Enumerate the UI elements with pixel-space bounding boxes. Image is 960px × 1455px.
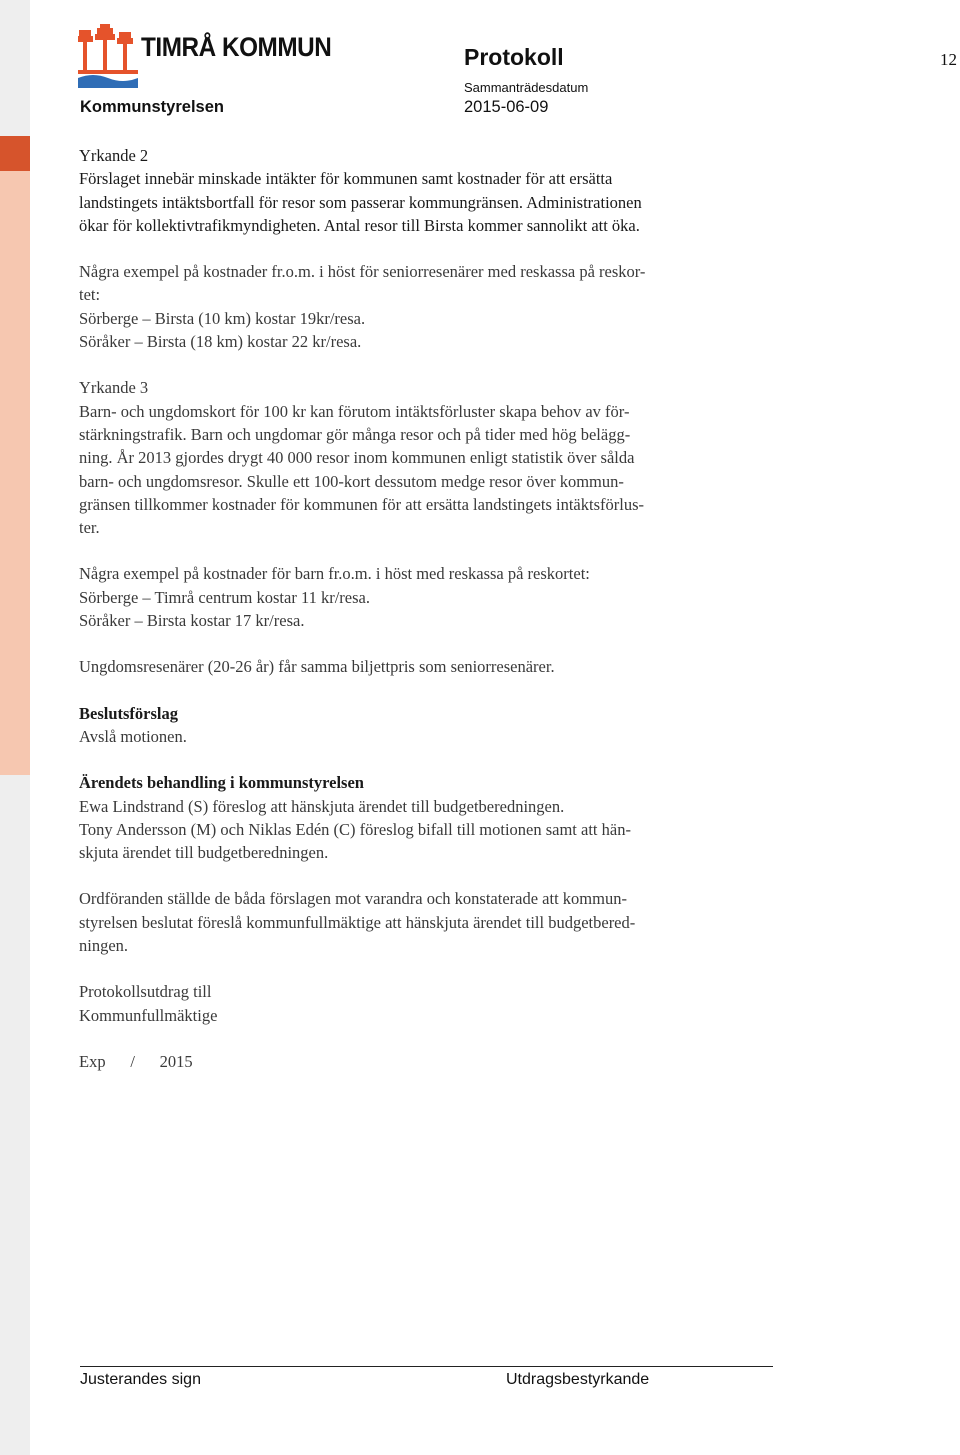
timra-kommun-logo-icon — [78, 24, 138, 88]
signature-line — [80, 1366, 773, 1367]
meeting-date: 2015-06-09 — [464, 98, 549, 116]
yrkande-3-title: Yrkande 3 — [79, 378, 149, 398]
page-margin-bar — [0, 0, 30, 1455]
child-example-2: Söråker – Birsta kostar 17 kr/resa. — [79, 611, 305, 631]
youth-text: Ungdomsresenärer (20-26 år) får samma biljettpris som seniorresenärer. — [79, 657, 555, 677]
page-number: 12 — [940, 50, 957, 69]
protocol-body — [79, 144, 769, 1096]
senior-examples-intro: Några exempel på kostnader fr.o.m. i höst för seniorresenärer med reskassa på reskor- tet: — [79, 262, 646, 305]
beslutsforslag-heading: Beslutsförslag — [79, 703, 178, 723]
organization-name: Kommunstyrelsen — [80, 98, 224, 116]
meeting-date-label: Sammanträdesdatum — [464, 80, 589, 95]
behandling-proposal-2: Tony Andersson (M) och Niklas Edén (C) föreslog bifall till motionen samt att hän- skjuta ärendet till budgetberedningen. — [79, 819, 631, 863]
behandling-proposal-1: Ewa Lindstrand (S) föreslog att hänskjuta ärendet till budgetberedningen. — [79, 796, 565, 816]
margin-accent-pink — [0, 171, 30, 775]
yrkande-2-text: Förslaget innebär minskade intäkter för kommunen samt kostnader för att ersätta landstingets intäktsbortfall för resor som passerar kommungränsen. Administrationen ökar för kollektivtrafikmyndigheten. Antal resor till Birsta kommer sannolikt att öka. — [79, 169, 642, 235]
beslutsforslag-text: Avslå motionen. — [79, 726, 187, 746]
senior-example-2: Söråker – Birsta (18 km) kostar 22 kr/resa. — [79, 332, 362, 352]
behandling-heading: Ärendets behandling i kommunstyrelsen — [79, 773, 364, 793]
yrkande-2-title: Yrkande 2 — [79, 146, 149, 165]
utdrag-title: Protokollsutdrag till — [79, 982, 212, 1002]
margin-accent-red — [0, 136, 30, 171]
ordforanden-text: Ordföranden ställde de båda förslagen mot varandra och konstaterade att kommun- styrelsen beslutat föreslå kommunfullmäktige att hänskjuta ärendet till budgetbered- ningen. — [79, 889, 636, 956]
justerandes-sign-label: Justerandes sign — [80, 1371, 201, 1388]
child-examples-intro: Några exempel på kostnader för barn fr.o.m. i höst med reskassa på reskortet: — [79, 564, 590, 584]
senior-example-1: Sörberge – Birsta (10 km) kostar 19kr/resa. — [79, 308, 366, 328]
utdragsbestyrkande-label: Utdragsbestyrkande — [506, 1371, 650, 1388]
yrkande-3-text: Barn- och ungdomskort för 100 kr kan förutom intäktsförluster skapa behov av för- stärkningstrafik. Barn och ungdomar gör många resor och på tider med hög belägg- ning. År 2013 gjordes drygt 40 000 resor inom kommunen enligt statistik över sålda barn- och ungdomsresor. Skulle ett 100-kort dessutom medge resor över kommun- gränsen tillkommer kostnader för kommunen för att ersätta landstingets intäktsförlus- ter. — [79, 401, 644, 538]
exp-line: Exp / 2015 — [79, 1051, 193, 1071]
logo-wordmark: TIMRÅ KOMMUN — [141, 32, 332, 62]
child-example-1: Sörberge – Timrå centrum kostar 11 kr/resa. — [79, 587, 370, 607]
utdrag-recipient: Kommunfullmäktige — [79, 1005, 218, 1025]
document-title: Protokoll — [464, 44, 564, 70]
